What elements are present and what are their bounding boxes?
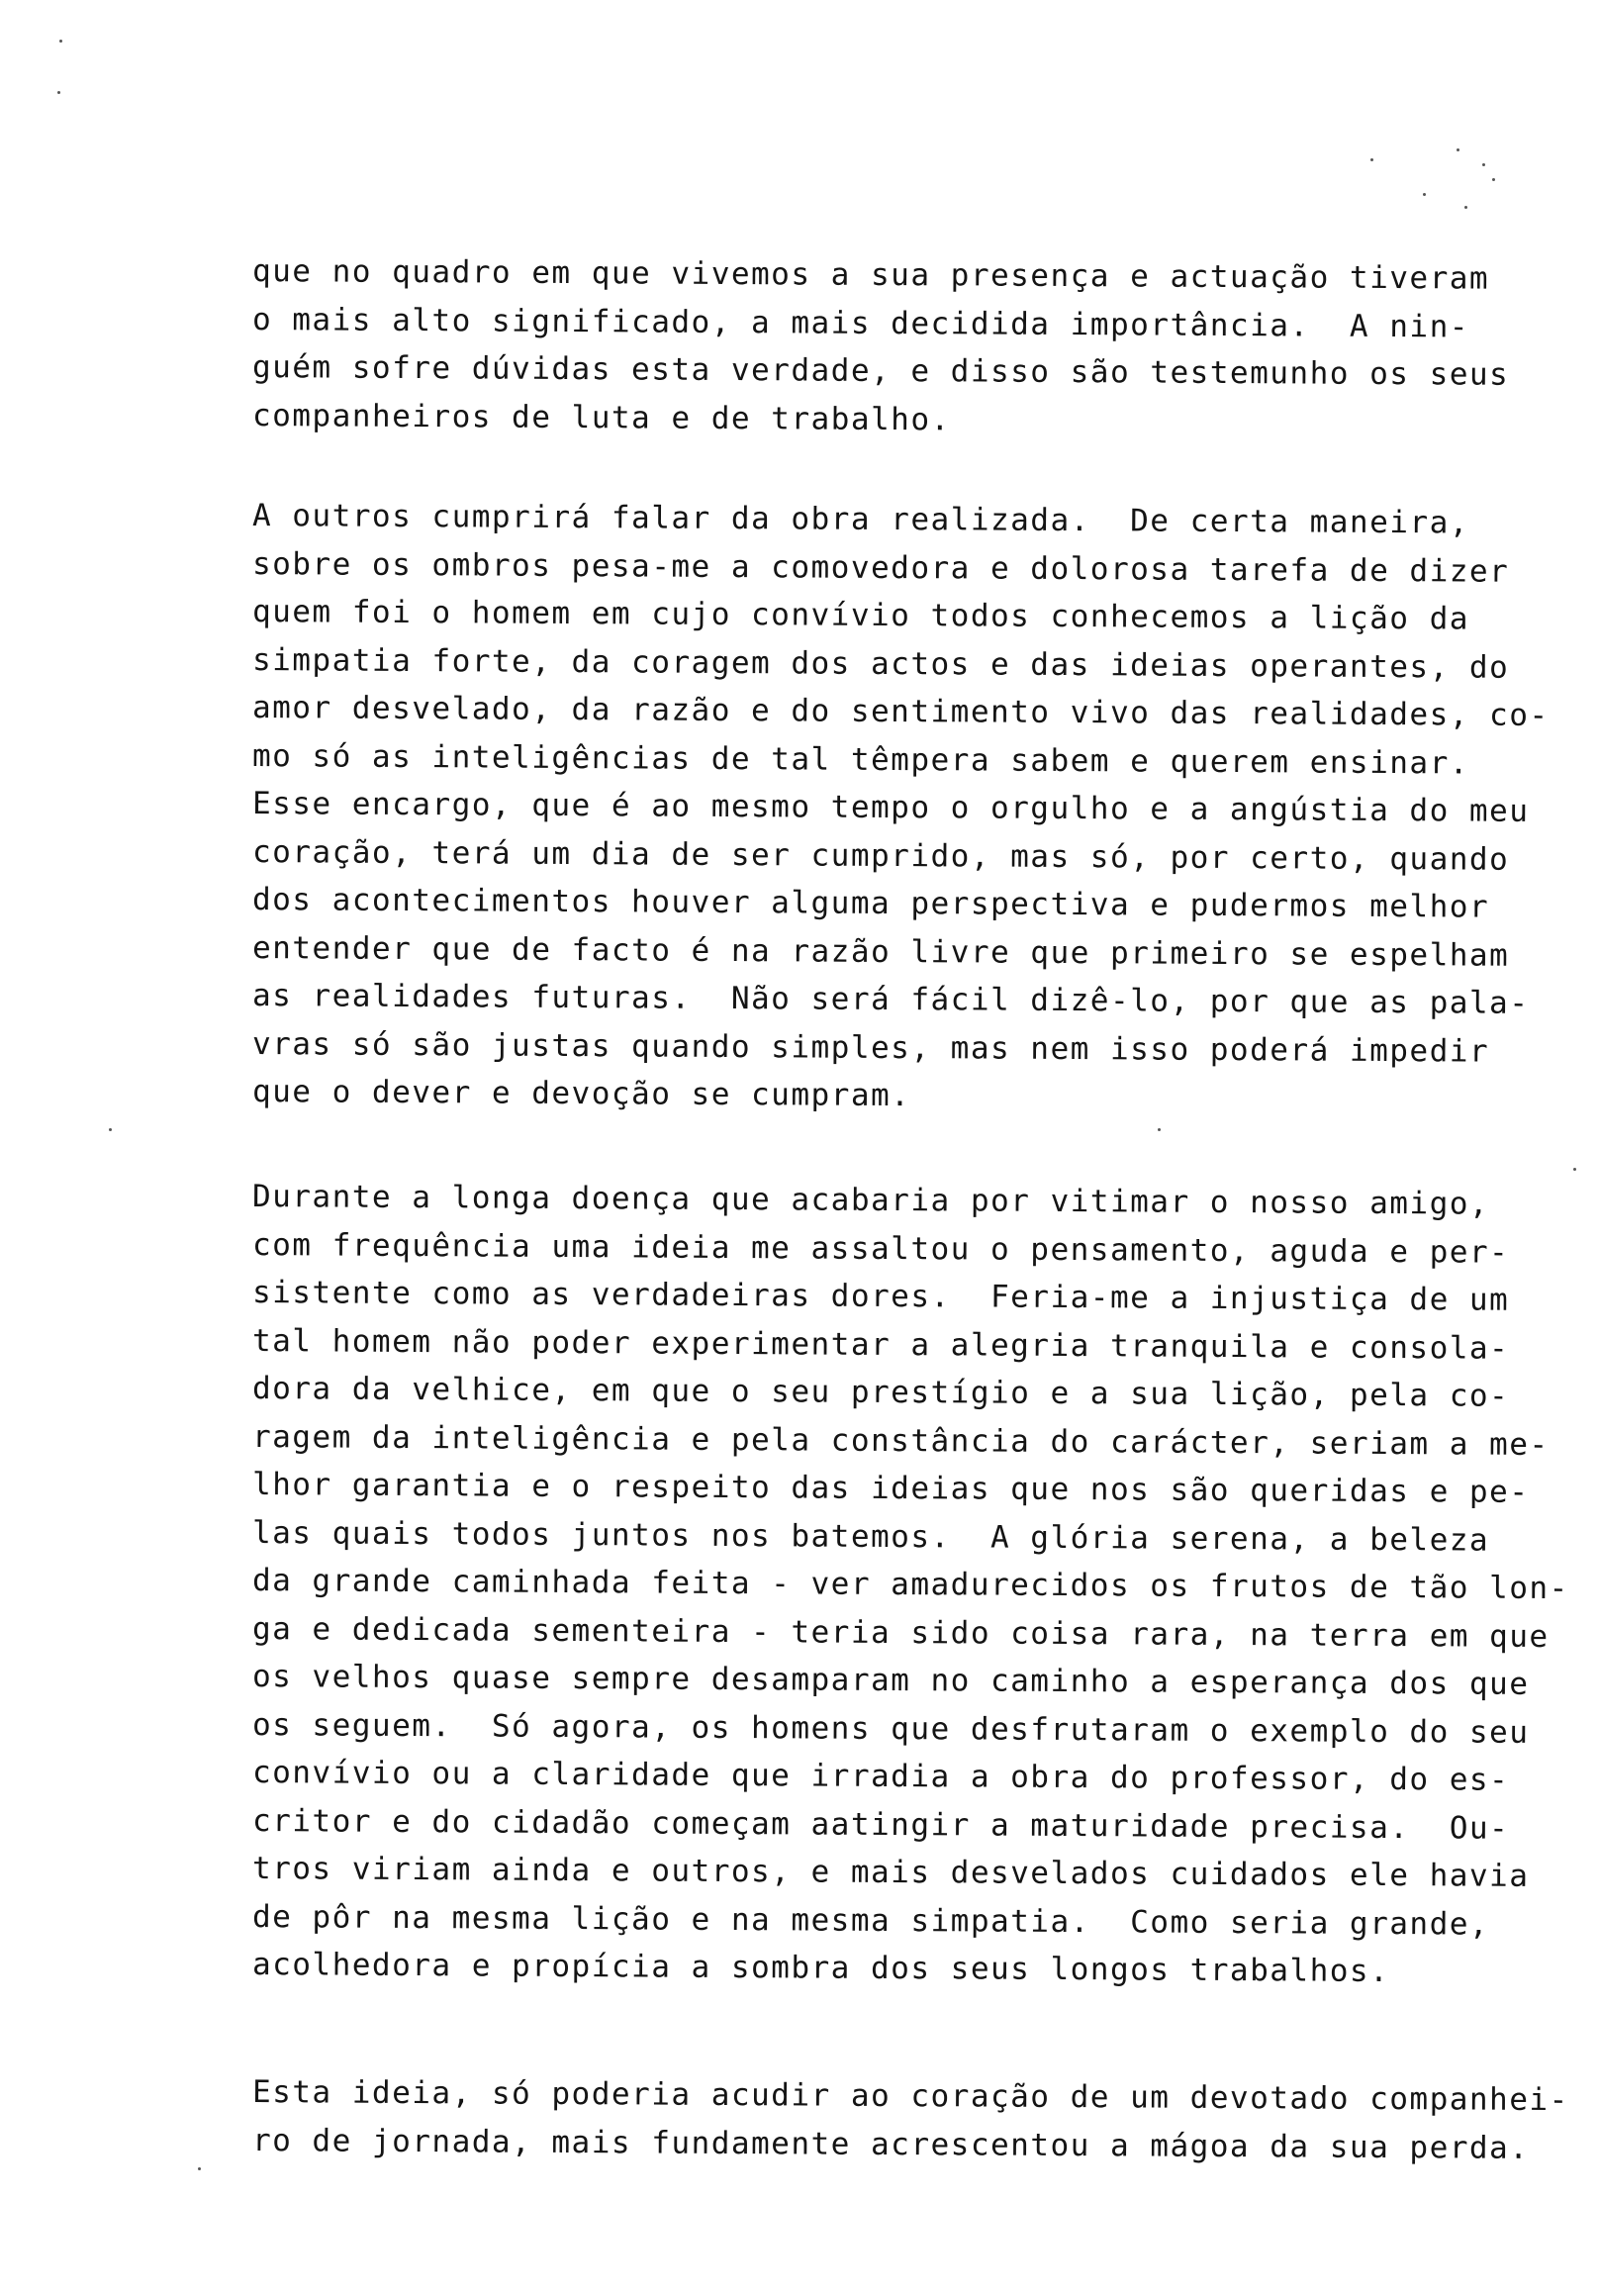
paragraph-1 [252,247,1578,439]
text-line: os seguem. Só agora, os homens que desfrutaram o exemplo do seu [251,1706,1530,1751]
text-line: o mais alto significado, a mais decidida importância. A nin- [251,301,1470,345]
text-line: coração, terá um dia de ser cumprido, mas só, por certo, quando [251,833,1510,878]
text-line: las quais todos juntos nos batemos. A glória serena, a beleza [251,1514,1490,1559]
text-line: dos acontecimentos houver alguma perspectiva e pudermos melhor [251,882,1490,925]
text-line: Esta ideia, só poderia acudir ao coração de um devotado companhei- [251,2074,1569,2119]
text-line: Durante a longa doença que acabaria por vitimar o nosso amigo, [251,1179,1490,1222]
text-line: Esse encargo, que é ao mesmo tempo o orgulho e a angústia do meu [251,786,1530,829]
paragraph-2 [252,492,1578,1116]
text-line: sobre os ombros pesa-me a comovedora e dolorosa tarefa de dizer [251,545,1510,590]
text-line: as realidades futuras. Não será fácil dizê-lo, por que as pala- [251,978,1530,1021]
text-line: acolhedora e propícia a sombra dos seus longos trabalhos. [251,1947,1390,1990]
text-line: da grande caminhada feita - ver amadurecidos os frutos de tão lon- [251,1563,1569,1607]
text-line: dora da velhice, em que o seu prestígio e a sua lição, pela co- [251,1371,1510,1414]
scan-speck [1482,163,1485,166]
scan-speck [59,40,62,43]
text-line: entender que de facto é na razão livre que primeiro se espelham [251,929,1510,974]
text-line: quem foi o homem em cujo convívio todos conhecemos a lição da [251,594,1470,637]
text-line: critor e do cidadão começam aatingir a maturidade precisa. Ou- [251,1802,1510,1847]
paragraph-3 [252,1173,1578,1989]
text-line: lhor garantia e o respeito das ideias que nos são queridas e pe- [251,1467,1530,1510]
scan-speck [1370,158,1373,161]
text-line: guém sofre dúvidas esta verdade, e disso são testemunho os seus [251,349,1510,393]
text-line: ga e dedicada sementeira - teria sido coisa rara, na terra em que [251,1610,1550,1655]
text-line: amor desvelado, da razão e do sentimento vivo das realidades, co- [251,690,1550,734]
text-line: que o dever e devoção se cumpram. [251,1074,911,1114]
scan-speck [109,1128,112,1131]
paragraph-4 [252,2068,1578,2164]
text-line: com frequência uma ideia me assaltou o pensamento, aguda e per- [251,1226,1510,1271]
text-line: companheiros de luta e de trabalho. [251,397,951,437]
text-line: A outros cumprirá falar da obra realizada. De certa maneira, [251,498,1470,541]
text-line: sistente como as verdadeiras dores. Feria-me a injustiça de um [251,1275,1510,1318]
text-line: tros viriam ainda e outros, e mais desvelados cuidados ele havia [251,1851,1530,1894]
scan-speck [1464,206,1467,209]
text-line: ragem da inteligência e pela constância do carácter, seriam a me- [251,1418,1550,1463]
text-line: vras só são justas quando simples, mas nem isso poderá impedir [251,1025,1490,1070]
scan-speck [1423,193,1426,196]
scan-speck [1492,178,1495,181]
text-line: mo só as inteligências de tal têmpera sabem e querem ensinar. [251,737,1470,782]
scan-speck [57,91,60,94]
scan-speck [198,2167,201,2170]
scan-speck [1457,148,1459,151]
scan-speck [1573,1168,1576,1171]
text-line: convívio ou a claridade que irradia a obra do professor, do es- [251,1755,1510,1798]
text-line: tal homem não poder experimentar a alegria tranquila e consola- [251,1322,1510,1367]
text-line: ro de jornada, mais fundamente acrescentou a mágoa da sua perda. [251,2122,1530,2166]
text-line: os velhos quase sempre desamparam no caminho a esperança dos que [251,1659,1530,1702]
text-line: de pôr na mesma lição e na mesma simpatia. Como seria grande, [251,1898,1490,1943]
text-line: simpatia forte, da coragem dos actos e das ideias operantes, do [251,641,1510,686]
scan-speck [1158,1128,1161,1131]
text-line: que no quadro em que vivemos a sua presença e actuação tiveram [251,253,1490,297]
